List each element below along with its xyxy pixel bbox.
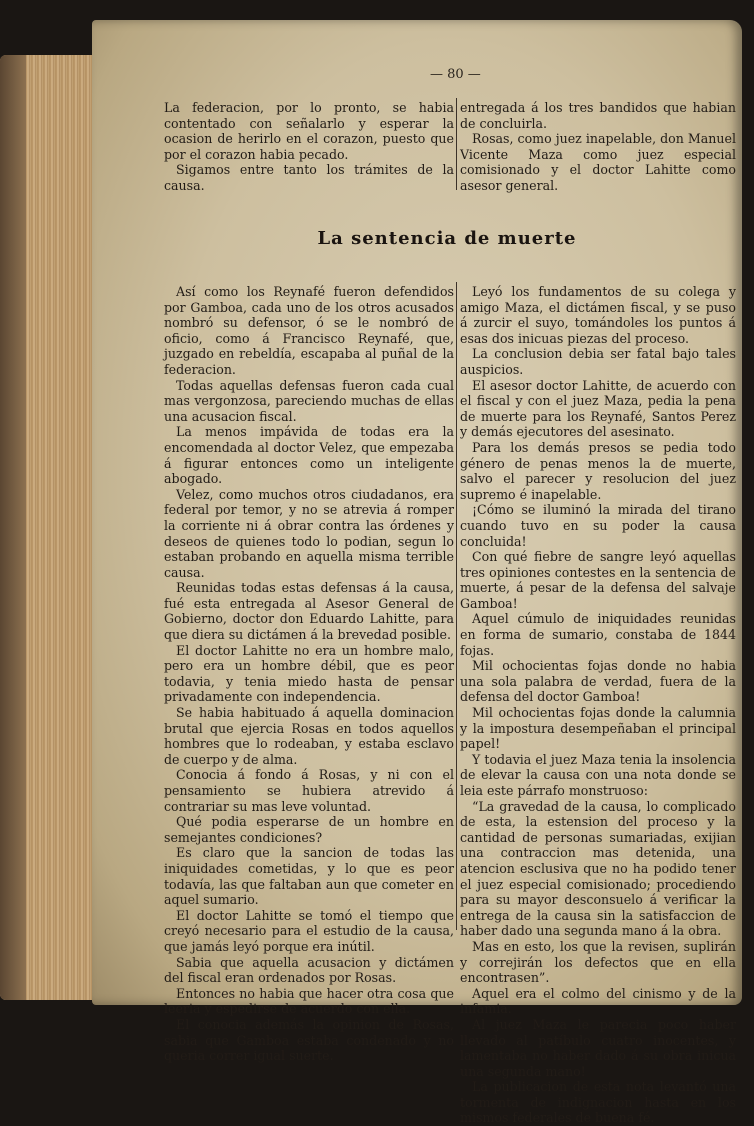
page-number: — 80 — (430, 67, 481, 82)
paragraph: Aquel cúmulo de iniquidades reunidas en forma de sumario, constaba de 1844 fojas. (460, 611, 736, 658)
paragraph: Sabia que aquella acusacion y dictámen del fiscal eran ordenados por Rosas. (164, 954, 454, 986)
paragraph: Aquel era el colmo del cinismo y de la infamia. (460, 985, 736, 1017)
paragraph: Sigamos entre tanto los trámites de la causa. (164, 162, 454, 193)
body-right-column (460, 284, 736, 1126)
paragraph: Con qué fiebre de sangre leyó aquellas tres opiniones contestes en la sentencia de muerte, á pesar de la defensa del salvaje Gamboa! (460, 549, 736, 611)
paragraph: Para los demás presos se pedia todo género de penas menos la de muerte, salvo el parecer y resolucion del juez supremo é inapelable. (460, 439, 736, 502)
paragraph: Se habia habituado á aquella dominacion brutal que ejercia Rosas en todos aquellos hombres que lo rodeaban, y estaba esclavo de cuerpo y de alma. (164, 705, 454, 767)
paragraph: La menos impávida de todas era la encomendada al doctor Velez, que empezaba á figurar entonces como un inteligente abogado. (164, 424, 454, 487)
paragraph: Conocia á fondo á Rosas, y ni con el pensamiento se hubiera atrevido á contrariar su mas leve voluntad. (164, 767, 454, 814)
paragraph: Es claro que la sancion de todas las iniquidades cometidas, y lo que es peor todavía, las que faltaban aun que cometer en aquel sumario. (164, 845, 454, 908)
column-divider (456, 98, 457, 190)
paragraph: Leyó los fundamentos de su colega y amigo Maza, el dictámen fiscal, y se puso á zurcir el suyo, tomándoles los puntos á esas dos inicuas piezas del proceso. (460, 284, 736, 346)
paragraph: La federacion, por lo pronto, se habia contentado con señalarlo y esperar la ocasion de herirlo en el corazon, puesto que por el corazon habia pecado. (164, 100, 454, 162)
paragraph: El doctor Lahitte no era un hombre malo, pero era un hombre débil, que es peor todavia, y tenia miedo hasta de pensar privadamente con independencia. (164, 642, 454, 705)
paragraph: Al juez Maza le parecia poco haber llevado al patíbulo cuatro inocentes, y lamentaba no haber dado á su obra inicua una segunda mano! (460, 1016, 736, 1079)
paragraph: Velez, como muchos otros ciudadanos, era federal por temor, y no se atrevia á romper la corriente ni á obrar contra las órdenes y deseos de quienes todo lo podian, segun lo estaban probando en aquella misma terrible causa. (164, 486, 454, 580)
paragraph: Mil ochocientas fojas donde la calumnia y la impostura desempeñaban el principal papel! (460, 705, 736, 752)
section-title: La sentencia de muerte (317, 228, 577, 249)
book-page (92, 20, 742, 1126)
paragraph: Entonces no habia que hacer otra cosa que leeria y espedirse de acuerdo con ella. (164, 985, 454, 1017)
paragraph: La publicacion de esta nota levantó una tormenta de indignacion hasta en los mismos federales de buena fé. (460, 1079, 736, 1126)
paragraph: Así como los Reynafé fueron defendidos por Gamboa, cada uno de los otros acusados nombró su defensor, ó se le nombró de oficio, como á Francisco Reynafé, que, juzgado en rebeldía, escapaba al puñal de la federacion. (164, 284, 454, 377)
column-divider (456, 282, 457, 930)
paragraph: El conocia además la opinion de Rosas, sabia que Gamboa estaba condenado y no queria correr igual suerte. (164, 1016, 454, 1064)
paragraph: “La gravedad de la causa, lo complicado de esta, la estension del proceso y la cantidad de personas sumariadas, exijian una contraccion mas detenida, una atencion esclusiva que no ha podido tener el juez especial comisionado; procediendo para su mayor desconsuelo á verificar la entrega de la causa sin la satisfaccion de haber dado una segunda mano á la obra. (460, 798, 736, 939)
top-left-column (164, 100, 454, 194)
paragraph: La conclusion debia ser fatal bajo tales auspicios. (460, 346, 736, 377)
paragraph: Qué podia esperarse de un hombre en semejantes condiciones? (164, 814, 454, 845)
paragraph: Mil ochocientas fojas donde no habia una sola palabra de verdad, fuera de la defensa del doctor Gamboa! (460, 658, 736, 705)
paragraph: El doctor Lahitte se tomó el tiempo que creyó necesario para el estudio de la causa, que jamás leyó porque era inútil. (164, 907, 454, 954)
top-right-column (460, 100, 736, 194)
paragraph: Y todavia el juez Maza tenia la insolencia de elevar la causa con una nota donde se leia este párrafo monstruoso: (460, 751, 736, 798)
paragraph: Rosas, como juez inapelable, don Manuel Vicente Maza como juez especial comisionado y el doctor Lahitte como asesor general. (460, 131, 736, 193)
paragraph: Todas aquellas defensas fueron cada cual mas vergonzosa, pareciendo muchas de ellas una acusacion fiscal. (164, 377, 454, 424)
paragraph: ¡Cómo se iluminó la mirada del tirano cuando tuvo en su poder la causa concluida! (460, 502, 736, 549)
body-left-column (164, 284, 454, 1064)
book-spine-edge (0, 55, 26, 1000)
paragraph: entregada á los tres bandidos que habian de concluirla. (460, 100, 736, 131)
paragraph: El asesor doctor Lahitte, de acuerdo con el fiscal y con el juez Maza, pedia la pena de muerte para los Reynafé, Santos Perez y demás ejecutores del asesinato. (460, 377, 736, 440)
paragraph: Reunidas todas estas defensas á la causa, fué esta entregada al Asesor General de Gobierno, doctor don Eduardo Lahitte, para que diera su dictámen á la brevedad posible. (164, 580, 454, 643)
paragraph: Mas en esto, los que la revisen, suplirán y correjirán los defectos que en ella encontrasen”. (460, 938, 736, 986)
